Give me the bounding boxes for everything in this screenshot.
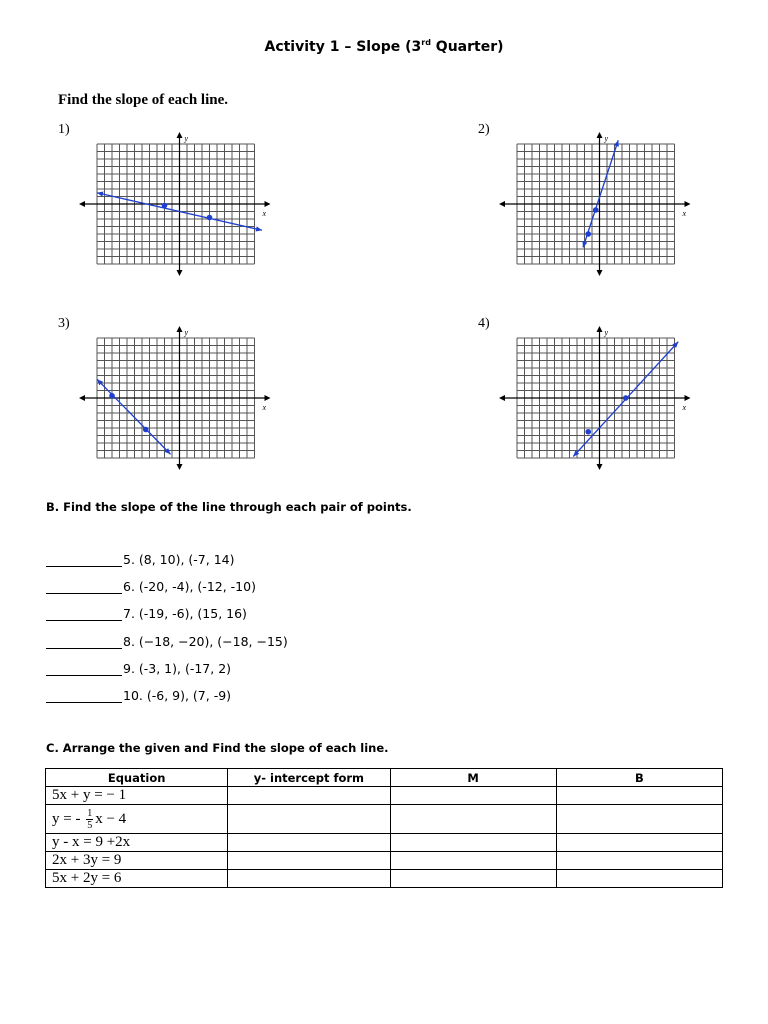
problem-8: 8. (−18, −20), (−18, −15) [46,634,288,649]
fraction: $\frac{1}{5}$ [87,807,93,831]
line-point [585,429,591,435]
line-point [623,395,629,401]
y-axis-label: y [604,134,609,143]
section-c-heading: C. Arrange the given and Find the slope of each line. [46,741,389,755]
arrow-up-icon [597,132,603,138]
table-row [46,787,723,805]
header-m: M [390,769,556,787]
answer-cell[interactable] [390,852,556,870]
problem-label-4: 4) [478,316,490,331]
table-row [46,834,723,852]
problem-label-2: 2) [478,122,490,137]
arrow-left-icon [79,395,85,401]
graph-4 [497,322,747,482]
x-axis-label: x [682,209,687,218]
table-header-row [46,769,723,787]
equation-cell: 5x + y = − 1 [46,787,228,805]
graph-1 [77,128,327,288]
answer-blank[interactable] [46,663,122,676]
line-point [162,203,168,209]
x-axis-label: x [682,403,687,412]
section-b-heading: B. Find the slope of the line through each pair of points. [46,500,412,514]
answer-cell[interactable] [556,870,722,888]
arrow-down-icon [597,464,603,470]
answer-cell[interactable] [556,787,722,805]
problem-7: 7. (-19, -6), (15, 16) [46,606,247,621]
answer-cell[interactable] [228,852,390,870]
problem-label-3: 3) [58,316,70,331]
arrow-right-icon [265,395,271,401]
answer-cell[interactable] [228,834,390,852]
answer-blank[interactable] [46,608,122,621]
answer-blank[interactable] [46,554,122,567]
arrow-up-icon [597,326,603,332]
x-axis-label: x [262,403,267,412]
arrow-down-icon [177,270,183,276]
arrow-down-icon [597,270,603,276]
arrow-down-icon [177,464,183,470]
answer-cell[interactable] [556,852,722,870]
answer-cell[interactable] [228,870,390,888]
arrow-up-icon [177,132,183,138]
answer-blank[interactable] [46,581,122,594]
equation-cell: 5x + 2y = 6 [46,870,228,888]
line-point [143,427,149,433]
section-a-heading: Find the slope of each line. [58,92,229,108]
line-point [109,393,115,399]
table-row [46,805,723,834]
arrow-up-icon [177,326,183,332]
y-axis-label: y [184,134,189,143]
page-title: Activity 1 – Slope (3rd Quarter) [264,38,504,55]
answer-cell[interactable] [390,834,556,852]
answer-cell[interactable] [228,805,390,834]
line-point [585,231,591,237]
answer-cell[interactable] [556,834,722,852]
table-row [46,852,723,870]
problem-5: 5. (8, 10), (-7, 14) [46,552,234,567]
answer-cell[interactable] [556,805,722,834]
line-point [207,215,213,221]
problem-label-1: 1) [58,122,70,137]
answer-blank[interactable] [46,636,122,649]
header-equation: Equation [46,769,228,787]
answer-cell[interactable] [390,870,556,888]
answer-cell[interactable] [228,787,390,805]
arrow-right-icon [265,201,271,207]
graph-3 [77,322,327,482]
header-b: B [556,769,722,787]
answer-cell[interactable] [390,805,556,834]
problem-9: 9. (-3, 1), (-17, 2) [46,661,231,676]
problem-6: 6. (-20, -4), (-12, -10) [46,579,256,594]
table-row [46,870,723,888]
arrow-left-icon [499,201,505,207]
equation-cell: y = - $\frac{1}{5}$ x − 4 [46,805,228,834]
arrow-right-icon [685,395,691,401]
x-axis-label: x [262,209,267,218]
header-y-intercept-form: y- intercept form [228,769,390,787]
y-axis-label: y [604,328,609,337]
problem-10: 10. (-6, 9), (7, -9) [46,688,231,703]
equation-table [45,768,723,888]
equation-cell: 2x + 3y = 9 [46,852,228,870]
answer-cell[interactable] [390,787,556,805]
arrow-right-icon [685,201,691,207]
answer-blank[interactable] [46,690,122,703]
arrow-left-icon [499,395,505,401]
graph-2 [497,128,747,288]
equation-cell: y - x = 9 +2x [46,834,228,852]
arrow-left-icon [79,201,85,207]
y-axis-label: y [184,328,189,337]
line-point [593,207,599,213]
